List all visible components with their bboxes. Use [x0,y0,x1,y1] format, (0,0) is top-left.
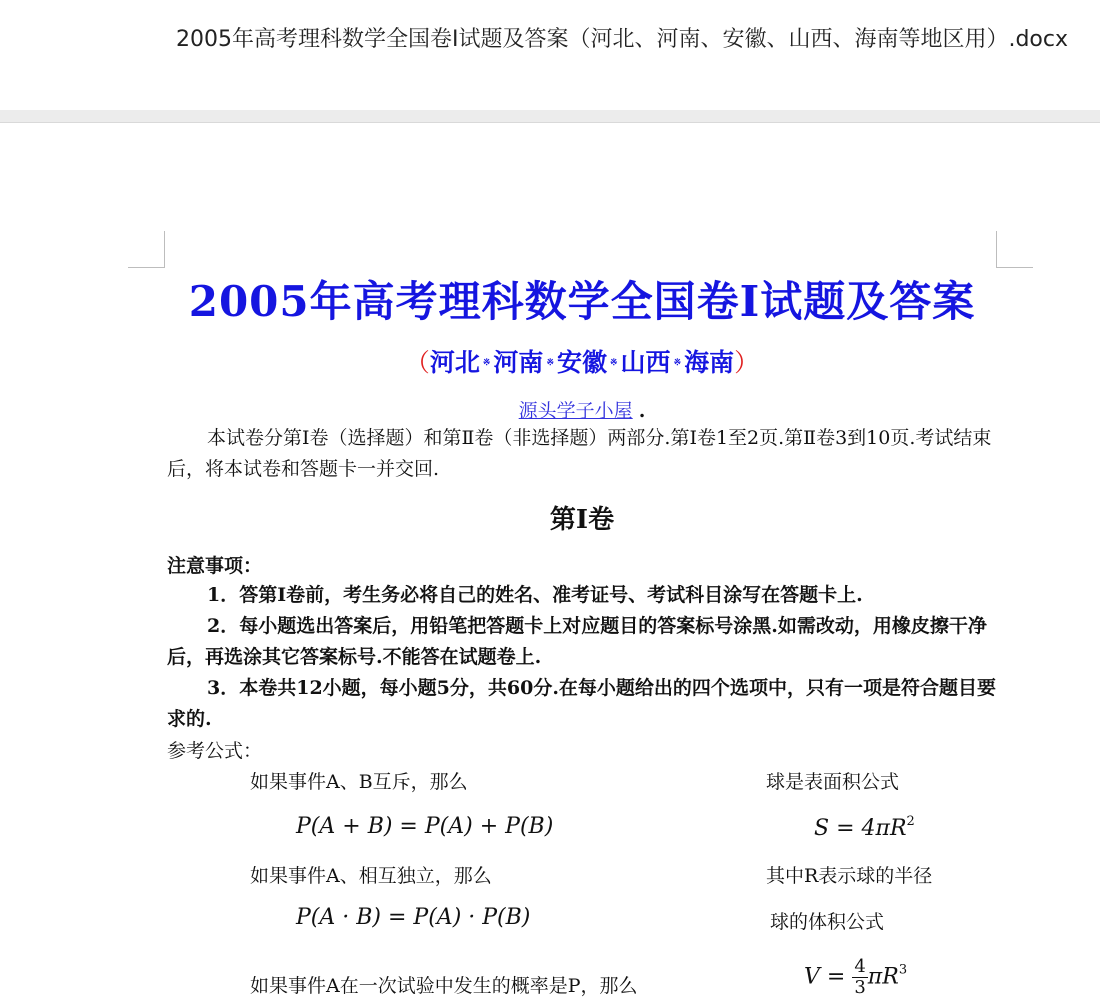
formula-volume-num: 4 [854,956,866,977]
regions-open-paren: （ [404,348,430,377]
notice-item: 3．本卷共12小题，每小题5分，共60分.在每小题给出的四个选项中，只有一项是符合题目要求的. [167,677,996,730]
region-item: 安徽 [556,348,607,377]
viewer-divider [0,110,1100,123]
formula-union: P(A + B) = P(A) + P(B) [296,814,554,839]
formula-volume-den: 3 [854,977,866,998]
file-title: 2005年高考理科数学全国卷Ⅰ试题及答案（河北、河南、安徽、山西、海南等地区用）.docx [175,27,1068,52]
source-link[interactable]: 源头学子小屋 [518,400,633,422]
formula-sphere-area-exp: 2 [906,814,915,829]
notice-item: 2．每小题选出答案后，用铅笔把答题卡上对应题目的答案标号涂黑.如需改动，用橡皮擦干净后，再选涂其它答案标号.不能答在试题卷上. [167,615,987,668]
formula-volume-rhs: πR [867,964,899,990]
section-heading: 第Ⅰ卷 [549,505,615,535]
page-corner-mark-right [996,231,1033,268]
region-separator: ※ [673,358,682,368]
formula-sphere-area [814,814,915,841]
notice-item: 1．答第Ⅰ卷前，考生务必将自己的姓名、准考证号、考试科目涂写在答题卡上. [207,584,863,606]
formula-text: 球的体积公式 [770,911,885,933]
regions-line [0,343,1100,379]
document-page [0,123,1100,998]
region-item: 山西 [620,348,671,377]
intro-paragraph: 本试卷分第Ⅰ卷（选择题）和第Ⅱ卷（非选择题）两部分.第Ⅰ卷1至2页.第Ⅱ卷3到10页.考试结束后，将本试卷和答题卡一并交回. [167,427,992,480]
formula-sphere-volume [804,957,907,998]
regions-close-paren: ） [734,348,760,377]
region-separator: ※ [610,358,618,368]
formula-text: 如果事件A在一次试验中发生的概率是P，那么 [250,975,638,997]
source-line [0,396,1100,423]
document-title: 2005年高考理科数学全国卷Ⅰ试题及答案 [188,277,976,326]
formula-product: P(A · B) = P(A) · P(B) [296,905,531,930]
formula-sphere-area-main: S = 4πR [814,816,907,841]
region-item: 海南 [684,348,735,377]
formula-volume-fraction [852,957,867,998]
formula-text: 其中R表示球的半径 [766,865,933,887]
source-dot: . [638,400,646,422]
formula-text: 如果事件A、B互斥，那么 [250,771,468,793]
notice-heading: 注意事项： [167,555,263,577]
title-bar [0,0,1100,110]
region-item: 河北 [429,348,480,377]
region-separator: ※ [482,358,491,368]
region-separator: ※ [546,358,554,368]
page-corner-mark-left [128,231,165,268]
formula-volume-exp: 3 [898,962,908,978]
formula-text: 球是表面积公式 [766,771,900,793]
formula-text: 如果事件A、相互独立，那么 [250,865,492,887]
region-item: 河南 [493,348,544,377]
formula-volume-lhs: V = [804,964,846,990]
formula-heading: 参考公式： [167,740,263,762]
